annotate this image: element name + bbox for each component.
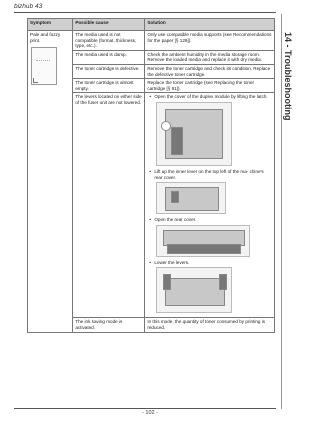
page-corner-mark <box>33 78 38 83</box>
duplex-cover-shape <box>171 127 183 155</box>
cause-cell: The media used is damp. <box>73 50 145 64</box>
chapter-title: 14 - Troubleshooting <box>283 32 293 121</box>
solution-cell: Only use compatible media supports (see Recommendations for the paper [§ 129]). <box>145 31 275 51</box>
step-text: Lower the levers. <box>154 259 190 265</box>
step-text: Lift up the inner lever on the top left of the ma- chine's rear cover. <box>154 168 264 180</box>
column-header-solution: Solution <box>145 19 275 31</box>
page-number: - 102 - <box>142 410 158 416</box>
inner-lever-illustration <box>156 182 226 214</box>
right-lever-shape <box>219 274 227 290</box>
levers-illustration <box>156 267 232 313</box>
procedure-steps <box>147 94 272 313</box>
step-text: Open the cover of the duplex module by lifting the latch. <box>154 94 268 100</box>
duplex-cover-illustration <box>156 102 232 166</box>
solution-cell: Remove the toner cartridge and check its condition. Replace the defective toner cartridge. <box>145 64 275 78</box>
inner-lever-shape <box>171 191 179 203</box>
cause-cell: The levers located on either side of the fuser unit are not lowered. <box>73 93 145 318</box>
open-cover-shape <box>167 244 241 254</box>
side-rule <box>281 14 282 409</box>
symptom-cell <box>28 31 73 333</box>
rear-cover-open-illustration <box>156 225 250 257</box>
chapter-side-tab <box>283 32 297 192</box>
cause-cell: The toner cartridge is almost empty. <box>73 79 145 93</box>
troubleshooting-table <box>27 18 275 333</box>
fuser-unit-shape <box>165 278 225 306</box>
step-text: Open the rear cover. <box>154 217 197 223</box>
table-row <box>28 31 275 51</box>
faded-text-mark <box>36 60 50 64</box>
table-header-row <box>28 19 275 31</box>
solution-cell: Replace the toner cartridge (see Replacing the toner cartridge [§ 91]). <box>145 79 275 93</box>
step-item <box>154 169 272 214</box>
cause-cell: The media used is not compatible (format, thickness, type, etc.). <box>73 31 145 51</box>
document-header-title: bizhub 43 <box>14 3 43 10</box>
cause-cell: The toner cartridge is defective. <box>73 64 145 78</box>
pale-print-illustration <box>31 47 57 85</box>
cause-cell: The ink saving mode is activated. <box>73 318 145 332</box>
column-header-symptom: Symptom <box>28 19 73 31</box>
step-item <box>154 94 272 166</box>
step-item <box>154 217 272 257</box>
solution-cell: Check the ambient humidity in the media storage room. Remove the loaded media and replace it with dry media. <box>145 50 275 64</box>
solution-cell: In this mode, the quantity of toner consumed by printing is reduced. <box>145 318 275 332</box>
solution-cell <box>145 93 275 318</box>
left-lever-shape <box>163 274 171 290</box>
column-header-cause: Possible cause <box>73 19 145 31</box>
header-rule <box>14 12 276 13</box>
symptom-text: Pale and fuzzy print. <box>30 32 61 43</box>
step-item <box>154 260 272 314</box>
footer-rule <box>14 408 276 409</box>
